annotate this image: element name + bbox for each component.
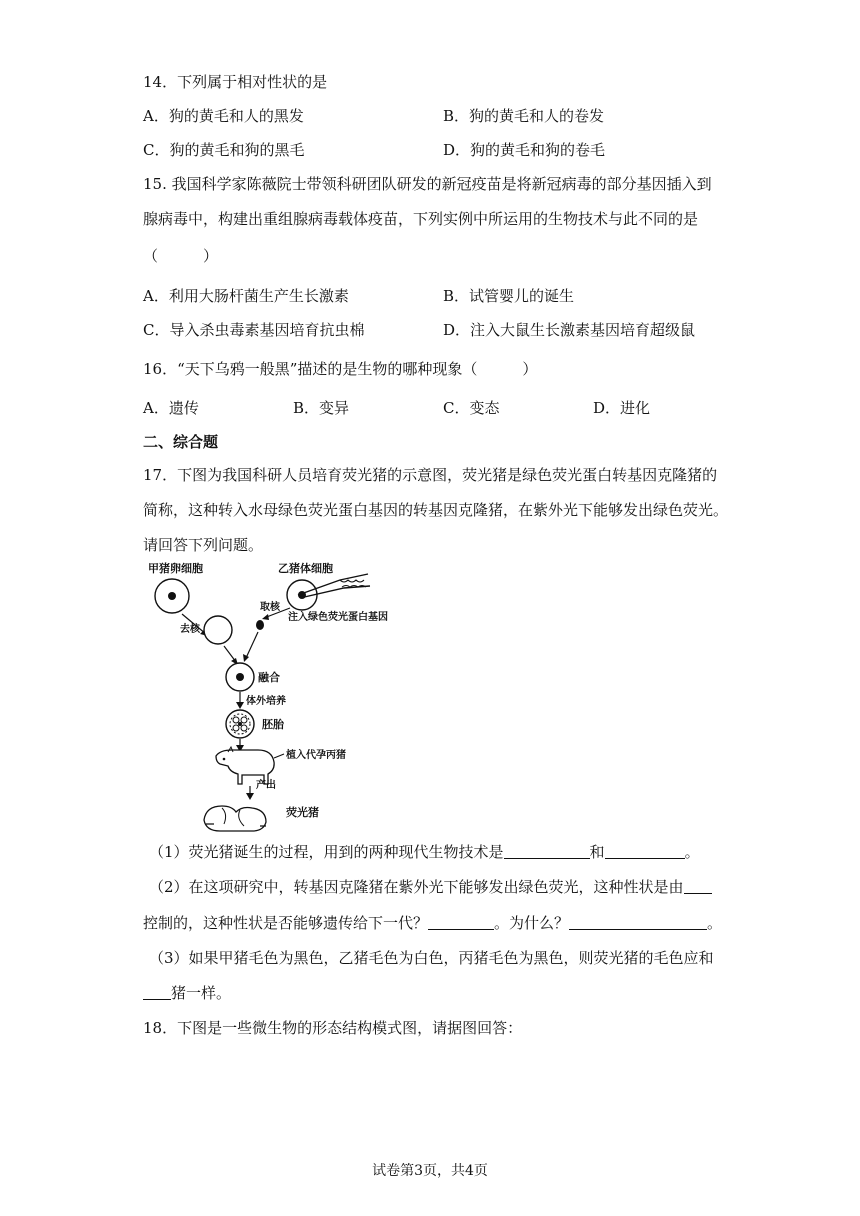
q17-sub2-question: 控制的，这种性状是否能够遗传给下一代？ [143, 914, 429, 932]
label-take-nucleus: 取核 [260, 602, 280, 613]
q17-stem-line2: 简称，这种转入水母绿色荧光蛋白基因的转基因克隆猪，在紫外光下能够发出绿色荧光。 [143, 501, 729, 519]
q15-stem-line1: 15. 我国科学家陈薇院士带领科研团队研发的新冠疫苗是将新冠病毒的部分基因插入到 [143, 175, 712, 193]
label-fusion: 融合 [258, 671, 280, 684]
label-egg-cell: 甲猪卵细胞 [148, 562, 203, 575]
answer-blank-3[interactable] [684, 877, 712, 894]
label-embryo: 胚胎 [262, 718, 284, 731]
label-culture: 体外培养 [246, 696, 286, 707]
answer-blank-2[interactable] [605, 842, 685, 859]
q16-option-b: B．变异 [293, 399, 350, 417]
q17-sub2-line1 [149, 877, 712, 897]
egg-nucleus [168, 592, 176, 600]
q17-sub1-and: 和 [589, 843, 605, 861]
q17-sub2-line2 [143, 913, 722, 933]
donor-nucleus [256, 620, 264, 630]
q17-sub2-why: 。为什么？ [494, 914, 570, 932]
page-footer: 试卷第3页，共4页 [372, 1163, 488, 1179]
q14-option-a: A．狗的黄毛和人的黑发 [143, 107, 304, 125]
q17-sub3-end: 猪一样。 [171, 984, 232, 1002]
q17-sub2-text: （2）在这项研究中，转基因克隆猪在紫外光下能够发出绿色荧光，这种性状是由 [149, 878, 684, 896]
q15-answer-bracket: （ ） [143, 247, 219, 265]
q14-option-b: B．狗的黄毛和人的卷发 [443, 107, 605, 125]
q15-option-d: D．注入大鼠生长激素基因培育超级鼠 [443, 321, 696, 339]
q15-option-c: C．导入杀虫毒素基因培育抗虫棉 [143, 321, 365, 339]
q15-stem-line2: 腺病毒中，构建出重组腺病毒载体疫苗，下列实例中所运用的生物技术与此不同的是 [143, 210, 699, 228]
label-inject-gene: 注入绿色荧光蛋白基因 [288, 612, 388, 623]
fused-nucleus [236, 673, 244, 681]
answer-blank-5[interactable] [569, 913, 707, 930]
q17-sub3-line1: （3）如果甲猪毛色为黑色，乙猪毛色为白色，丙猪毛色为黑色，则荧光猪的毛色应和 [149, 949, 714, 967]
enucleated-egg [204, 616, 232, 644]
label-born: 产出 [256, 780, 276, 791]
q18-stem: 18．下图是一些微生物的形态结构模式图，请据图回答： [143, 1019, 523, 1037]
label-result: 荧光猪 [286, 806, 319, 819]
q15-option-a: A．利用大肠杆菌生产生长激素 [143, 287, 349, 305]
fluorescent-pig-diagram [140, 558, 410, 838]
answer-blank-1[interactable] [504, 842, 590, 859]
q17-sub1-text: （1）荧光猪诞生的过程，用到的两种现代生物技术是 [149, 843, 504, 861]
q14-option-d: D．狗的黄毛和狗的卷毛 [443, 141, 606, 159]
answer-blank-4[interactable] [428, 913, 494, 930]
surrogate-pig-icon [216, 747, 274, 784]
embryo-icon [226, 710, 254, 738]
q14-stem: 14．下列属于相对性状的是 [143, 73, 328, 91]
q16-stem: 16．“天下乌鸦一般黑”描述的是生物的哪种现象（ ） [143, 360, 538, 378]
q17-sub1 [149, 842, 700, 862]
q17-sub2-end: 。 [707, 914, 723, 932]
q17-sub3-line2 [143, 983, 231, 1003]
q15-option-b: B．试管婴儿的诞生 [443, 287, 575, 305]
q17-sub1-end: 。 [684, 843, 700, 861]
label-enucleate: 去核 [180, 624, 200, 635]
answer-blank-6[interactable] [143, 983, 171, 1000]
q14-option-c: C．狗的黄毛和狗的黑毛 [143, 141, 305, 159]
q16-option-a: A．遗传 [143, 399, 199, 417]
q17-stem-line1: 17．下图为我国科研人员培育荧光猪的示意图，荧光猪是绿色荧光蛋白转基因克隆猪的 [143, 466, 718, 484]
q16-option-c: C．变态 [443, 399, 500, 417]
q17-stem-line3: 请回答下列问题。 [143, 536, 264, 554]
q16-option-d: D．进化 [593, 399, 651, 417]
label-body-cell: 乙猪体细胞 [278, 562, 333, 575]
label-implant: 植入代孕丙猪 [286, 750, 346, 761]
fluorescent-piglets-icon [204, 806, 266, 831]
section-heading: 二、综合题 [143, 433, 219, 451]
